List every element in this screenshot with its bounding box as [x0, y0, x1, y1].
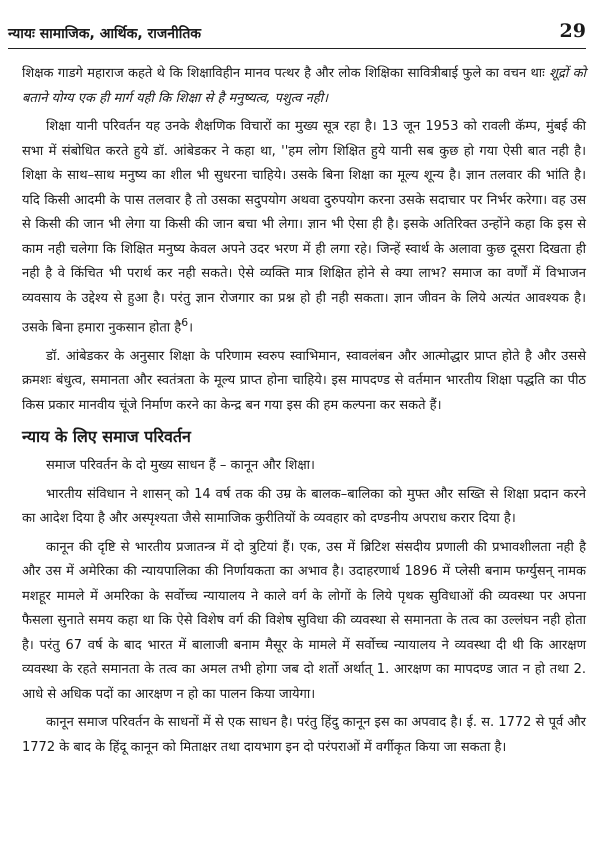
- paragraph-7: कानून समाज परिवर्तन के साधनों में से एक साधन है। परंतु हिंदु कानून इस का अपवाद है। ई. स. 1772 से पूर्व और 1772 के बाद के हिंदू कानून को मिताक्षर तथा दायभाग इन दो परंपराओं में वर्गीकृत किया जा सकता है।: [22, 715, 586, 755]
- paragraph-1: [22, 62, 586, 111]
- footnote-mark: 6: [181, 316, 189, 329]
- paragraph-5: भारतीय संविधान ने शासन् को 14 वर्ष तक की उम्र के बालक–बालिका को मुफ्त और सख्ति से शिक्षा प्रदान करने का आदेश दिया है और अस्पृश्यता जैसे सामाजिक कुरीतियों के व्यवहार को दण्डनीय अपराध करार दिया है।: [22, 486, 586, 527]
- section-heading: न्याय के लिए समाज परिवर्तन: [22, 427, 191, 447]
- header-rule: [8, 48, 586, 49]
- paragraph-1-text: शिक्षक गाडगे महाराज कहते थे कि शिक्षाविहीन मानव पत्थर है और लोक शिक्षिका सावित्रीबाई फुले का वचन थाः: [22, 66, 550, 81]
- paragraph-3: डॉ. आंबेडकर के अनुसार शिक्षा के परिणाम स्वरुप स्वाभिमान, स्वावलंबन और आत्मोद्धार प्राप्त होते है और उससे क्रमशः बंधुत्व, समानता और स्वतंत्रता के मूल्य प्राप्त होना चाहिये। इस मापदण्ड से वर्तमान भारतीय शिक्षा पद्धति का पीठ किस प्रकार मानवीय चूंजे निर्माण करने का केन्द्र बन गया इस की हम कल्पना कर सकते हैं।: [22, 348, 586, 413]
- paragraph-4: समाज परिवर्तन के दो मुख्य साधन हैं – कानून और शिक्षा।: [46, 458, 315, 474]
- page-header: [8, 20, 586, 46]
- paragraph-1-quote: शूद्रों को बताने योग्य एक ही मार्ग यही कि शिक्षा से है मनुष्यत्व, पशुत्व नही।: [22, 66, 587, 106]
- page-body: [22, 62, 586, 764]
- running-head: न्यायः सामाजिक, आर्थिक, राजनीतिक: [8, 26, 202, 42]
- paragraph-6: कानून की दृष्टि से भारतीय प्रजातन्त्र में दो त्रुटियां हैं। एक, उस में ब्रिटिश संसदीय प्रणाली की प्रभावशीलता नही है और उस में अमेरिका की न्यायपालिका की निर्णायकता का अभाव है। उदाहरणार्थ 1896 में प्लेसी बनाम फर्ग्युसन् नामक मशहूर मामले में अमरिका के सर्वोच्च न्यायालय ने काले वर्ग के लोगों के लिये पृथक सुविधाओं की व्यवस्था पर अपना फैसला सुनाते समय कहा था कि ऐसे विशेष वर्ग की विशेष सुविधा की व्यवस्था से समानता के तत्व का उल्लंघन नही होता है। परंतु 67 वर्ष के बाद भारत में बालाजी बनाम मैसूर के मामले में सर्वोच्च न्यायालय ने व्यवस्था दी थी कि आरक्षण व्यवस्था के रहते समानता के तत्व का अमल तभी होगा जब दो शर्तो अर्थात् 1. आरक्षण का मापदण्ड जात न हो तथा 2. आधे से अधिक पदों का आरक्षण न हो का पालन किया जायेगा।: [22, 539, 586, 702]
- paragraph-2-text: शिक्षा यानी परिवर्तन यह उनके शैक्षणिक विचारों का मुख्य सूत्र रहा है। 13 जून 1953 को रावली कॅम्प, मुंबई की सभा में संबोधित करते हुये डॉ. आंबेडकर ने कहा था, ''हम लोग शिक्षित हुये यानी सब कुछ हो गया ऐसी बात नही है। शिक्षा के साथ–साथ मनुष्य का शील भी सुधरना चाहिये। उसके बिना शिक्षा का मूल्य शून्य है। ज्ञान तलवार की भांति है। यदि किसी आदमी के पास तलवार है तो उसका सदुपयोग अथवा दुरुपयोग करना उसके सदाचार पर निर्भर करेगा। वह उस से किसी की जान भी लेगा या किसी की जान बचा भी लेगा। ज्ञान भी ऐसा ही है। इसके अतिरिक्त उन्होंने कहा कि इस से काम नही चलेगा कि शिक्षित मनुष्य केवल अपने उदर भरण में ही लगा रहे। जिन्हें स्वार्थ के अलावा कुछ दूसरा दिखता ही नही है वे किंचित भी परार्थ कर नही सकते। ऐसे व्यक्ति मात्र शिक्षित होने से क्या लाभ? समाज का वर्णों में विभाजन व्यवसाय के उद्देश्य से हुआ है। परंतु ज्ञान रोजगार का प्रश्न हो ही नही सकता। ज्ञान जीवन के लिये अत्यंत आवश्यक है। उसके बिना हमारा नुकसान होता है: [22, 119, 586, 336]
- page-number: 29: [559, 20, 586, 42]
- paragraph-2: शिक्षा यानी परिवर्तन यह उनके शैक्षणिक विचारों का मुख्य सूत्र रहा है। 13 जून 1953 को रावली कॅम्प, मुंबई की सभा में संबोधित करते हुये डॉ. आंबेडकर ने कहा था, ''हम लोग शिक्षित हुये यानी सब कुछ हो गया ऐसी बात नही है। शिक्षा के साथ–साथ मनुष्य का शील भी सुधरना चाहिये। उसके बिना शिक्षा का मूल्य शून्य है। ज्ञान तलवार की भांति है। यदि किसी आदमी के पास तलवार है तो उसका सदुपयोग अथवा दुरुपयोग करना उसके सदाचार पर निर्भर करेगा। वह उस से किसी की जान भी लेगा या किसी की जान बचा भी लेगा। ज्ञान भी ऐसा ही है। इसके अतिरिक्त उन्होंने कहा कि इस से काम नही चलेगा कि शिक्षित मनुष्य केवल अपने उदर भरण में ही लगा रहे। जिन्हें स्वार्थ के अलावा कुछ दूसरा दिखता ही नही है वे किंचित भी परार्थ कर नही सकते। ऐसे व्यक्ति मात्र शिक्षित होने से क्या लाभ? समाज का वर्णों में विभाजन व्यवसाय के उद्देश्य से हुआ है। परंतु ज्ञान रोजगार का प्रश्न हो ही नही सकता। ज्ञान जीवन के लिये अत्यंत आवश्यक है। उसके बिना हमारा नुकसान होता है$^6$।: [22, 119, 586, 336]
